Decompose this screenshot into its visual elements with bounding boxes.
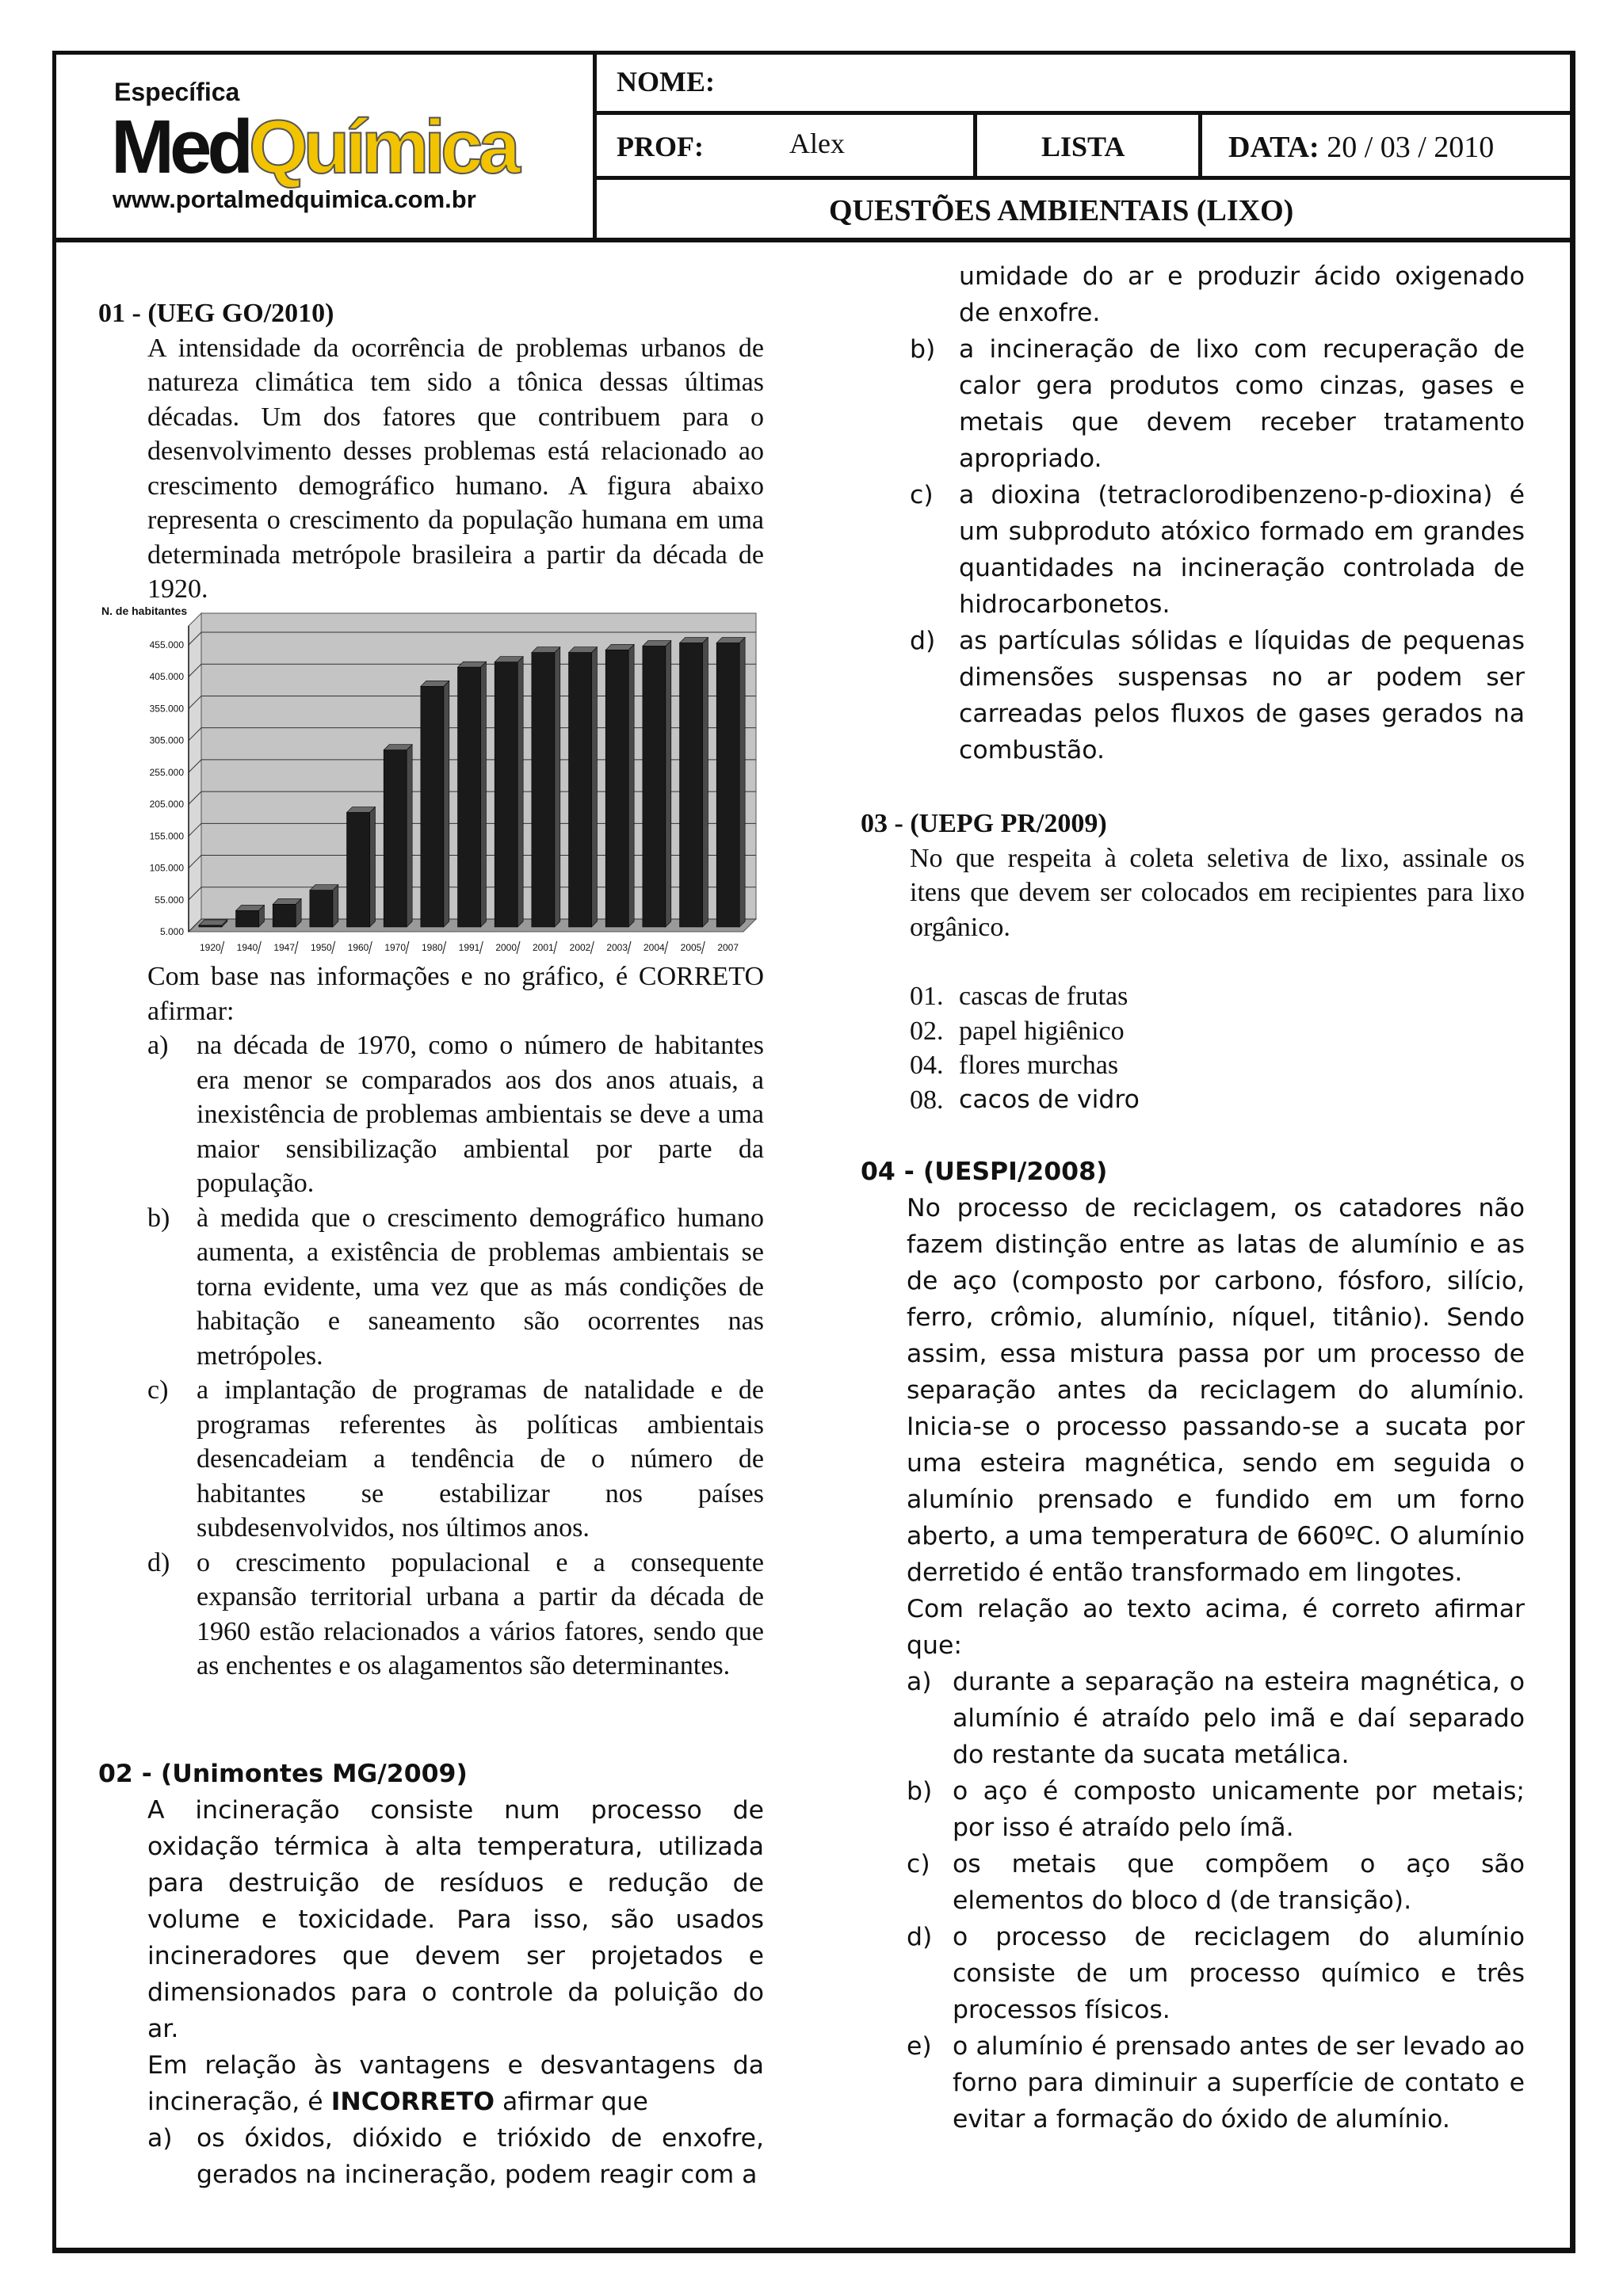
chart-xtick-separator [701, 941, 705, 954]
chart-xtick-label: 1940 [236, 942, 258, 953]
question-03-text: No que respeita à coleta seletiva de lixo, assinale os itens que devem ser colocados em recipientes para lixo orgânico. [910, 843, 1525, 942]
chart-bar-side [591, 647, 597, 927]
chart-bar-side [666, 641, 671, 927]
question-03 [861, 807, 1525, 1117]
data-value: 20 / 03 / 2010 [1327, 131, 1495, 164]
prof-value: Alex [789, 128, 845, 159]
population-bar-chart [100, 605, 762, 962]
chart-bar-side [407, 745, 412, 927]
chart-bar [680, 643, 703, 927]
q04-option-e: e) o alumínio é prensado antes de ser levado ao forno para diminuir a superfície de contato e evitar a formação do óxido de alumínio. [907, 2032, 1525, 2134]
chart-bar [643, 646, 666, 927]
q04-option-c: c) os metais que compõem o aço são elementos do bloco d (de transição). [907, 1850, 1525, 1915]
chart-xtick-separator [406, 941, 409, 954]
chart-xtick-separator [332, 941, 335, 954]
q02-option-d: d) as partículas sólidas e líquidas de pequenas dimensões suspensas no ar podem ser carreadas pelos fluxos de gases gerados na combustão. [910, 627, 1525, 765]
chart-xtick-label: 2002 [569, 942, 591, 953]
chart-bar [532, 653, 555, 927]
chart-xtick-separator [443, 941, 446, 954]
chart-bar [421, 686, 444, 927]
question-01-head: 01 - (UEG GO/2010) [98, 299, 334, 328]
chart-xtick-label: 2005 [680, 942, 702, 953]
chart-xtick-label: 2000 [495, 942, 517, 953]
chart-xtick-label: 2001 [532, 942, 554, 953]
question-01-text: A intensidade da ocorrência de problemas urbanos de natureza climática tem sido a tônica dessas últimas décadas. Um dos fatores que contribuem para o desenvolvimento desses problemas está relacionado ao crescimento demográfico humano. A figura abaixo representa o crescimento da população humana em uma determinada metrópole brasileira a partir da década de 1920. [147, 333, 764, 604]
question-04 [861, 1154, 1525, 2138]
prof-label: PROF: [617, 131, 704, 162]
q02-option-a-continued: umidade do ar e produzir ácido oxigenado de enxofre. [959, 262, 1525, 327]
chart-bar-side [555, 647, 560, 927]
q03-item-04: 04. flores murchas [910, 1051, 1119, 1080]
chart-xtick-separator [628, 941, 631, 954]
q02-option-a: a) os óxidos, dióxido e trióxido de enxofre, gerados na incineração, podem reagir com a [147, 2124, 764, 2189]
chart-side-wall [189, 613, 201, 932]
question-04-text2: Com relação ao texto acima, é correto afirmar que: [907, 1595, 1525, 1660]
chart-xtick-label: 1980 [421, 942, 443, 953]
q02-option-c: c) a dioxina (tetraclorodibenzeno-p-dioxina) é um subproduto atóxico formado em grandes quantidades na incineração controlada de hidrocarbonetos. [910, 481, 1525, 619]
chart-xtick-label: 2004 [643, 942, 665, 953]
brand-name [111, 105, 516, 189]
chart-xtick-label: 2007 [717, 942, 739, 953]
q04-option-a: a) durante a separação na esteira magnética, o alumínio é atraído pelo imã e daí separado do restante da sucata metálica. [907, 1668, 1525, 1769]
chart-ytick-label: 355.000 [149, 703, 184, 715]
header-rule-2 [593, 176, 1575, 180]
question-02-text: A incineração consiste num processo de oxidação térmica à alta temperatura, utilizada para destruição de resíduos e redução de volume e toxicidade. Para isso, são usados incineradores que devem ser projetados e dimensionados para o controle da poluição do ar. [147, 1796, 764, 2043]
chart-ytick-label: 255.000 [149, 766, 184, 778]
chart-xtick-separator [369, 941, 372, 954]
chart-xtick-separator [221, 941, 224, 954]
chart-ytick-label: 5.000 [159, 926, 184, 937]
chart-xtick-label: 1947 [273, 942, 296, 953]
chart-bar [569, 653, 592, 927]
q03-item-02: 02. papel higiênico [910, 1016, 1125, 1046]
q03-item-08: 08. cacos de vidro [910, 1085, 1140, 1115]
chart-ytick-label: 455.000 [149, 639, 184, 650]
header-bottom-rule [52, 238, 1575, 242]
question-01-bottom [147, 959, 764, 1684]
question-03-items [861, 979, 1525, 1117]
brand-logo [52, 51, 594, 241]
question-04-head: 04 - (UESPI/2008) [861, 1158, 1108, 1186]
q02-option-b: b) a incineração de lixo com recuperação de calor gera produtos como cinzas, gases e metais que devem receber tratamento apropriado. [910, 335, 1525, 473]
page-title: QUESTÕES AMBIENTAIS (LIXO) [829, 194, 1294, 227]
question-02 [98, 1756, 764, 2193]
chart-bar-side [369, 807, 375, 927]
chart-bar [199, 925, 222, 927]
question-02-continued [910, 258, 1525, 769]
chart-bar-side [739, 638, 745, 927]
brand-url: www.portalmedquimica.com.br [113, 185, 476, 213]
q01-option-b: b) à medida que o crescimento demográfico humano aumenta, a existência de problemas ambientais se torna evidente, uma vez que as más condições de habitação e saneamento são ocorrentes nas metrópoles. [147, 1203, 764, 1371]
chart-bar-side [333, 885, 338, 927]
chart-xtick-separator [517, 941, 520, 954]
header-divider [593, 51, 597, 242]
chart-ytick-label: 305.000 [149, 734, 184, 746]
chart-ytick-label: 55.000 [155, 894, 184, 906]
chart-bar [310, 891, 333, 927]
chart-xtick-separator [295, 941, 298, 954]
chart-bar [716, 643, 739, 927]
data-field: DATA: 20 / 03 / 2010 [1228, 131, 1495, 164]
chart-xtick-separator [665, 941, 668, 954]
chart-bar-side [702, 638, 708, 927]
chart-bar [495, 662, 517, 927]
chart-bar-side [517, 657, 523, 927]
header-divider-2 [973, 111, 977, 179]
chart-bar [458, 667, 481, 927]
brand-med: Med [111, 105, 249, 189]
chart-bar-side [480, 662, 486, 927]
nome-label: NOME: [617, 66, 715, 97]
header-rule-1 [593, 111, 1575, 115]
question-03-head: 03 - (UEPG PR/2009) [861, 809, 1107, 838]
question-04-text: No processo de reciclagem, os catadores não fazem distinção entre as latas de alumínio e as de aço (composto por carbono, fósforo, silício, ferro, crômio, alumínio, níquel, titânio). Sendo assim, essa mistura passa por um processo de separação antes da reciclagem do alumínio. Inicia-se o processo passando-se a sucata por uma esteira magnética, sendo em seguida o alumínio prensado e fundido em um forno aberto, a uma temperatura de 660ºC. O alumínio derretido é então transformado em lingotes. [907, 1194, 1525, 1587]
chart-xtick-separator [590, 941, 594, 954]
chart-ytick-label: 405.000 [149, 671, 184, 683]
chart-bar-side [628, 644, 634, 927]
chart-ytick-label: 155.000 [149, 830, 184, 842]
chart-xtick-separator [479, 941, 483, 954]
chart-bar [384, 750, 407, 927]
chart-bar [605, 650, 628, 927]
chart-bar [347, 813, 370, 927]
chart-xtick-label: 1991 [458, 942, 480, 953]
question-02-text2: Em relação às vantagens e desvantagens da incineração, é INCORRETO afirmar que [147, 2051, 764, 2116]
chart-xtick-separator [258, 941, 261, 954]
chart-xtick-label: 1960 [347, 942, 369, 953]
chart-ytick-label: 105.000 [149, 862, 184, 874]
q03-item-01: 01. cascas de frutas [910, 982, 1128, 1011]
brand-quimica: Química [249, 105, 516, 189]
chart-xtick-separator [554, 941, 557, 954]
q01-option-a: a) na década de 1970, como o número de habitantes era menor se comparados aos dos anos atuais, a inexistência de problemas ambientais se deve a uma maior sensibilização ambiental por parte da população. [147, 1031, 764, 1198]
header-divider-3 [1198, 111, 1202, 179]
question-01-after: Com base nas informações e no gráfico, é CORRETO afirmar: [147, 962, 764, 1026]
chart-xtick-label: 1920 [199, 942, 221, 953]
brand-top-text: Específica [114, 78, 240, 106]
chart-ylabel: N. de habitantes [101, 605, 188, 617]
q04-option-d: d) o processo de reciclagem do alumínio consiste de um processo químico e três processos físicos. [907, 1923, 1525, 2024]
q04-option-b: b) o aço é composto unicamente por metais; por isso é atraído pelo ímã. [907, 1777, 1525, 1842]
q01-option-d: d) o crescimento populacional e a consequente expansão territorial urbana a partir da década de 1960 estão relacionados a vários fatores, sendo que as enchentes e os alagamentos são determinantes. [147, 1547, 764, 1680]
question-02-head: 02 - (Unimontes MG/2009) [98, 1760, 468, 1788]
q01-option-c: c) a implantação de programas de natalidade e de programas referentes às políticas ambientais desencadeiam a tendência de o número de habitantes se estabilizar nos países subdesenvolvidos, nos últimos anos. [147, 1375, 764, 1543]
chart-xtick-label: 2003 [606, 942, 628, 953]
chart-bar [273, 904, 296, 927]
chart-xtick-label: 1950 [310, 942, 332, 953]
chart-bar-side [444, 681, 449, 927]
lista-label: LISTA [1041, 131, 1125, 162]
question-01-top [98, 296, 764, 607]
chart-ytick-label: 205.000 [149, 799, 184, 810]
chart-bar [236, 910, 259, 927]
chart-xtick-label: 1970 [384, 942, 407, 953]
